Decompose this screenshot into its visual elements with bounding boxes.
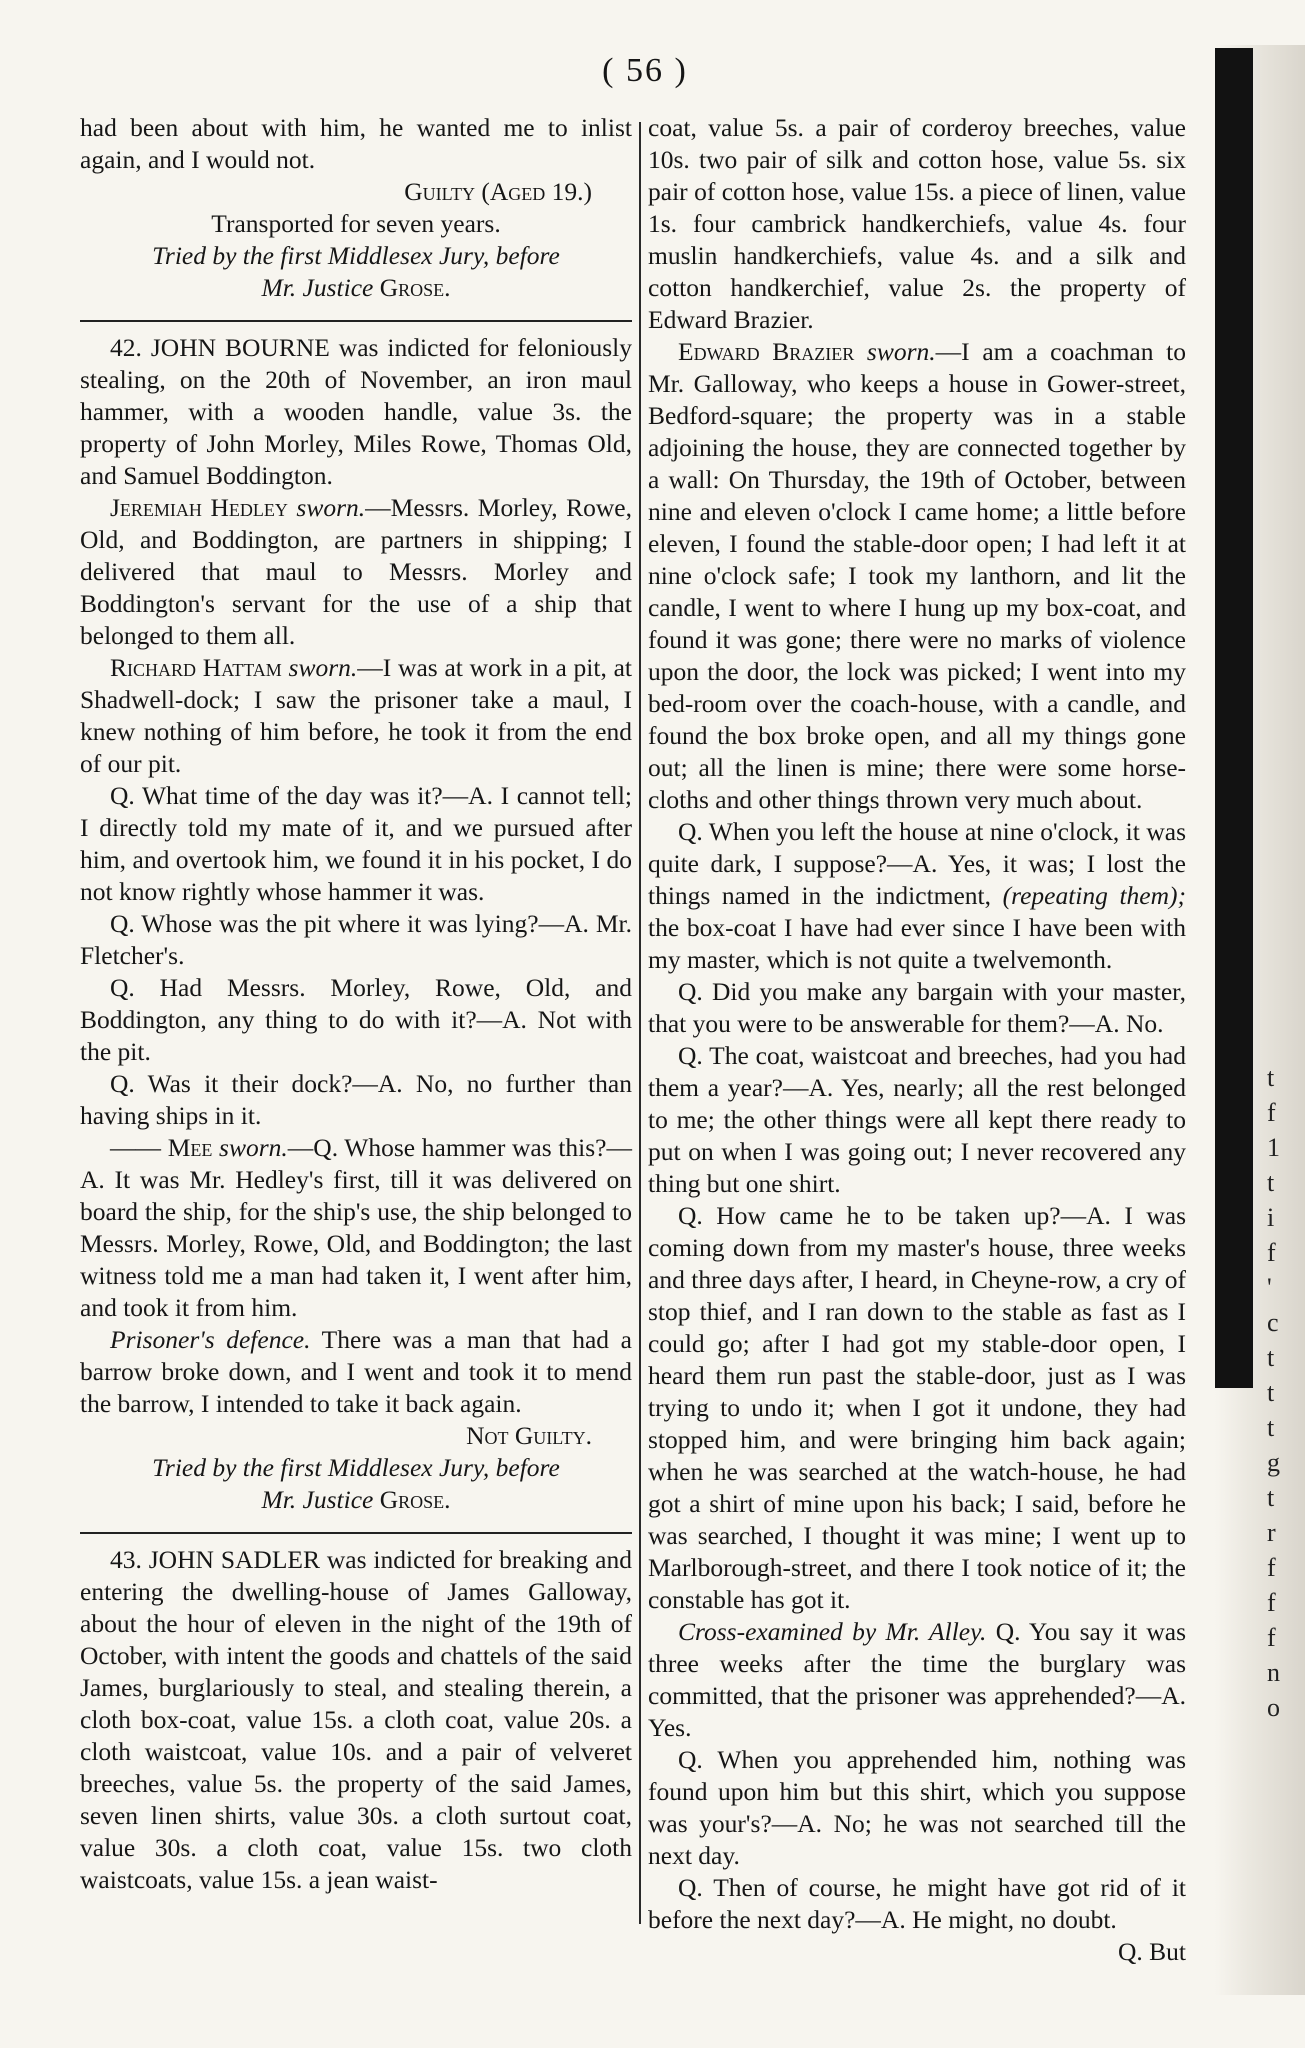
right-carryover-text: coat, value 5s. a pair of corderoy breeches, value 10s. two pair of silk and cotton hose, value 5s. six pair of cotton hose, value 15s. a piece of linen, value 1s. four cambrick handkerchiefs, value 4s. four muslin handkerchiefs, value 4s. and a silk and cotton handkerchief, value 2s. the property of Edward Brazier. xyxy=(648,113,1186,334)
fragment-letter: 1 xyxy=(1267,1133,1280,1162)
fragment-letter: t xyxy=(1267,1343,1275,1372)
witness-name: Richard Hattam xyxy=(110,653,282,682)
case-43-qa: Q. When you left the house at nine o'clock, it was quite dark, I suppose?—A. Yes, it was; I lost the things named in the indictment, (repeating them); the box-coat I have had ever since I have been with my master, which is not quite a twelvemonth. xyxy=(648,817,1187,974)
fragment-letter: r xyxy=(1267,1518,1276,1547)
case-42-qa: Q. Had Messrs. Morley, Rowe, Old, and Boddington, any thing to do with it?—A. Not with the pit. xyxy=(80,973,632,1066)
case-43-indictment: 43. JOHN SADLER was indicted for breaking and entering the dwelling-house of James Galloway, about the hour of eleven in the night of the 19th of October, with intent the goods and chattels of the said James, burglariously to steal, and stealing therein, a cloth box-coat, value 15s. a cloth coat, value 20s. a cloth waistcoat, value 10s. and a pair of velveret breeches, value 5s. the property of the said James, seven linen shirts, value 30s. a cloth surtout coat, value 30s. a cloth coat, value 15s. two cloth waistcoats, value 15s. a jean waist- xyxy=(80,1545,632,1894)
case-separator-rule xyxy=(80,1532,632,1534)
fragment-letter: i xyxy=(1267,1203,1275,1232)
fragment-letter: t xyxy=(1267,1378,1275,1407)
case-41-tried-line: Tried by the first Middlesex Jury, before xyxy=(152,241,560,270)
book-binding-edge xyxy=(1215,48,1253,1388)
case-43-qa: Q. When you apprehended him, nothing was found upon him but this shirt, which you suppose was your's?—A. No; he was not searched till the next day. xyxy=(648,1745,1186,1870)
case-41-judge: Grose. xyxy=(379,273,451,302)
page-number: ( 56 ) xyxy=(602,52,688,89)
column-divider xyxy=(639,122,641,1924)
fragment-letter: o xyxy=(1267,1693,1280,1722)
witness-name: Edward Brazier xyxy=(678,337,855,366)
fragment-letter: ' xyxy=(1267,1273,1272,1302)
right-column xyxy=(648,112,1186,1968)
fragment-letter: t xyxy=(1267,1168,1275,1197)
fragment-letter: c xyxy=(1267,1308,1279,1337)
case-42-judge-line: Mr. Justice Grose. xyxy=(261,1485,451,1514)
case-43-qa: Q. How came he to be taken up?—A. I was coming down from my master's house, three weeks and three days after, I heard, in Cheyne-row, a cry of stop thief, and I ran down to the stable as fast as I could go; after I had got my stable-door open, I heard them run past the stable-door, just as I was trying to undo it; when I got it undone, they had stopped him, and were bringing him back again; when he was searched at the watch-house, he had got a shirt of mine upon his back; I said, before he was searched, I thought it was mine; I went up to Marlborough-street, and there I took notice of it; the constable has got it. xyxy=(648,1201,1186,1614)
case-43-qa: Q. The coat, waistcoat and breeches, had you had them a year?—A. Yes, nearly; all the rest belonged to me; the other things were all kept there ready to put on when I was going out; I never recovered any thing but one shirt. xyxy=(648,1041,1186,1198)
case-43-witness-brazier: Edward Brazier sworn.—I am a coachman to Mr. Galloway, who keeps a house in Gower-street, Bedford-square; the property was in a stable adjoining the house, they are connected together by a wall: On Thursday, the 19th of October, between nine and eleven o'clock I came home; a little before eleven, I found the stable-door open; I had left it at nine o'clock safe; I took my lanthorn, and lit the candle, I went to where I hung up my box-coat, and found it was gone; there were no marks of violence upon the door, the lock was picked; I went into my bed-room over the coach-house, with a candle, and found the box broke open, and all my things gone out; all the linen is mine; there were some horse-cloths and other things thrown very much about. xyxy=(648,337,1186,814)
fragment-letter: f xyxy=(1267,1238,1276,1267)
case-42-indictment: 42. JOHN BOURNE was indicted for feloniously stealing, on the 20th of November, an iron maul hammer, with a wooden handle, value 3s. the property of John Morley, Miles Rowe, Thomas Old, and Samuel Boddington. xyxy=(80,333,632,490)
fragment-letter: g xyxy=(1267,1448,1280,1477)
witness-name: Mee xyxy=(167,1133,213,1162)
case-41-judge-line: Mr. Justice Grose. xyxy=(261,273,451,302)
case-42-witness-hattam: Richard Hattam sworn.—I was at work in a pit, at Shadwell-dock; I saw the prisoner take a maul, I knew nothing of him before, he took it from the end of our pit. xyxy=(80,653,633,778)
case-42-tried-line: Tried by the first Middlesex Jury, before xyxy=(152,1453,560,1482)
fragment-letter: t xyxy=(1267,1413,1275,1442)
case-42-qa: Q. Was it their dock?—A. No, no further than having ships in it. xyxy=(80,1069,632,1130)
case-42-witness-hedley: Jeremiah Hedley sworn.—Messrs. Morley, Rowe, Old, and Boddington, are partners in shipping; I delivered that maul to Messrs. Morley and Boddington's servant for the use of a ship that belonged to them all. xyxy=(80,493,632,650)
catchword: Q. But xyxy=(1117,1937,1186,1966)
fragment-letter: t xyxy=(1267,1483,1275,1512)
fragment-letter: f xyxy=(1267,1623,1276,1652)
case-42-qa: Q. Whose was the pit where it was lying?—A. Mr. Fletcher's. xyxy=(80,909,632,970)
case-41-verdict: Guilty (Aged 19.) xyxy=(404,177,592,206)
case-42-verdict: Not Guilty. xyxy=(466,1421,592,1450)
fragment-letter: t xyxy=(1267,1063,1275,1092)
case-43-qa: Q. Did you make any bargain with your master, that you were to be answerable for them?—A. No. xyxy=(648,977,1186,1038)
case-42-defence: Prisoner's defence. There was a man that had a barrow broke down, and I went and took it to mend the barrow, I intended to take it back again. xyxy=(80,1325,632,1418)
case-42-qa: Q. What time of the day was it?—A. I cannot tell; I directly told my mate of it, and we pursued after him, and overtook him, we found it in his pocket, I do not know rightly whose hammer it was. xyxy=(80,781,632,906)
facing-page-fragments xyxy=(1267,1060,1297,1725)
case-42-judge: Grose. xyxy=(379,1485,451,1514)
case-41-sentence: Transported for seven years. xyxy=(211,209,501,238)
case-separator-rule xyxy=(80,320,632,322)
left-column xyxy=(80,112,632,1896)
fragment-letter: f xyxy=(1267,1588,1276,1617)
fragment-letter: f xyxy=(1267,1098,1276,1127)
case-42-witness-mee: —— Mee sworn.—Q. Whose hammer was this?—A. It was Mr. Hedley's first, till it was delivered on board the ship, for the ship's use, the ship belonged to Messrs. Morley, Rowe, Old, and Boddington; the last witness told me a man had taken it, I went after him, and took it from him. xyxy=(80,1133,633,1322)
case-43-cross-examination: Cross-examined by Mr. Alley. Q. You say it was three weeks after the time the burglary was committed, that the prisoner was apprehended?—A. Yes. xyxy=(648,1617,1187,1742)
fragment-letter: f xyxy=(1267,1553,1276,1582)
fragment-letter: n xyxy=(1267,1658,1280,1687)
case-43-qa: Q. Then of course, he might have got rid of it before the next day?—A. He might, no doubt. xyxy=(648,1873,1186,1934)
left-carryover-text: had been about with him, he wanted me to inlist again, and I would not. xyxy=(80,113,632,174)
witness-name: Jeremiah Hedley xyxy=(110,493,288,522)
